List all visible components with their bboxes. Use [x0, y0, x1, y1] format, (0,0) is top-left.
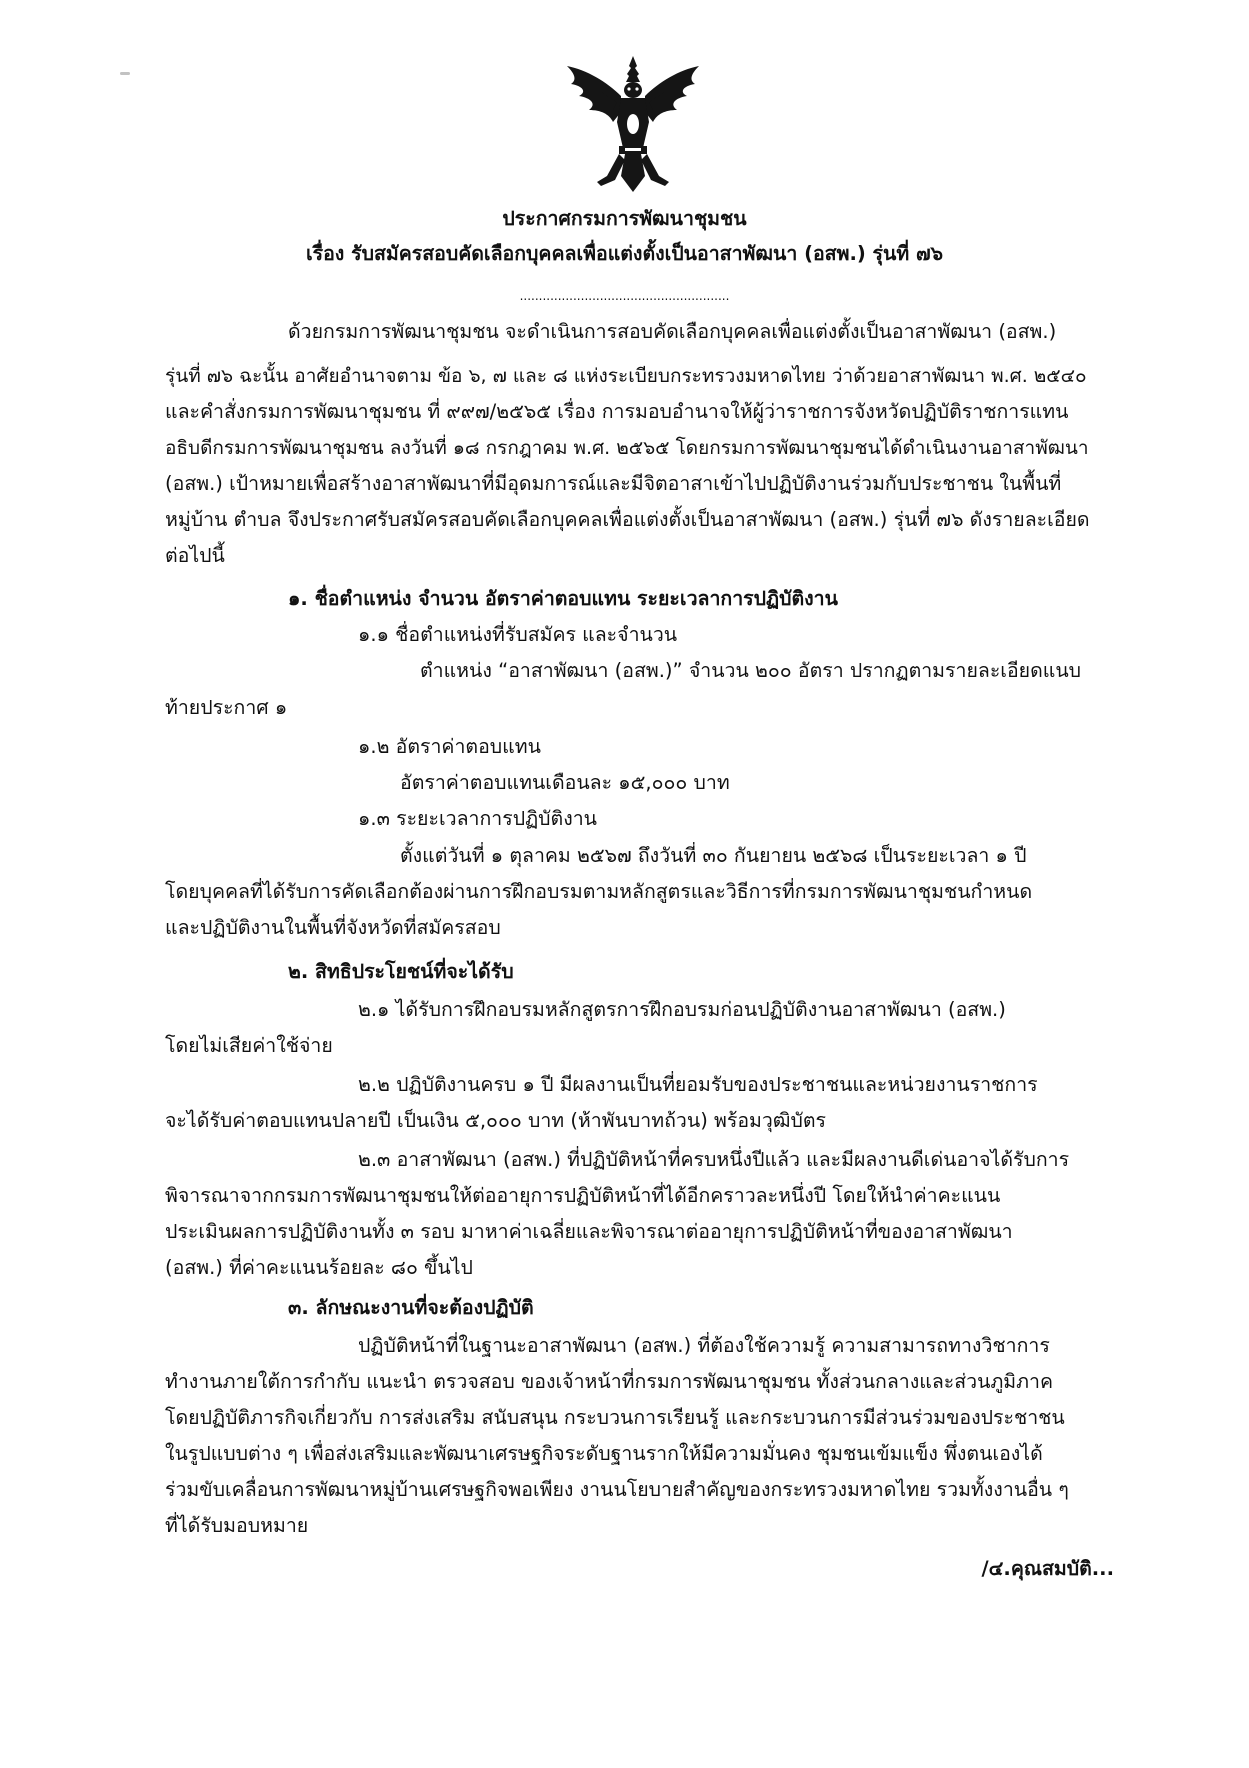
intro-line-1: ด้วยกรมการพัฒนาชุมชน จะดำเนินการสอบคัดเลือกบุคคลเพื่อแต่งตั้งเป็นอาสาพัฒนา (อสพ.) — [288, 320, 1057, 343]
intro-line-5: (อสพ.) เป้าหมายเพื่อสร้างอาสาพัฒนาที่มีอุดมการณ์และมีจิตอาสาเข้าไปปฏิบัติงานร่วมกับประชาชน ในพื้นที่ — [165, 472, 1062, 495]
intro-line-2: รุ่นที่ ๗๖ ฉะนั้น อาศัยอำนาจตาม ข้อ ๖, ๗ และ ๘ แห่งระเบียบกระทรวงมหาดไทย ว่าด้วยอาสาพัฒนา พ.ศ. ๒๕๔๐ — [165, 365, 1087, 387]
intro-line-6: หมู่บ้าน ตำบล จึงประกาศรับสมัครสอบคัดเลือกบุคคลเพื่อแต่งตั้งเป็นอาสาพัฒนา (อสพ.) รุ่นที่ ๗๖ ดังรายละเอียด — [165, 508, 1090, 531]
section-2-3-line-3: ประเมินผลการปฏิบัติงานทั้ง ๓ รอบ มาหาค่าเฉลี่ยและพิจารณาต่ออายุการปฏิบัติหน้าที่ของอาสาพัฒนา — [165, 1220, 1013, 1243]
announcement-title: ประกาศกรมการพัฒนาชุมชน — [502, 207, 747, 230]
section-2-2-line-2: จะได้รับค่าตอบแทนปลายปี เป็นเงิน ๕,๐๐๐ บาท (ห้าพันบาทถ้วน) พร้อมวุฒิบัตร — [165, 1109, 826, 1132]
section-3-line-5: ร่วมขับเคลื่อนการพัฒนาหมู่บ้านเศรษฐกิจพอเพียง งานนโยบายสำคัญของกระทรวงมหาดไทย รวมทั้งงานอื่น ๆ — [165, 1478, 1069, 1501]
section-2-3-line-4: (อสพ.) ที่ค่าคะแนนร้อยละ ๘๐ ขึ้นไป — [165, 1256, 473, 1279]
announcement-subject: เรื่อง รับสมัครสอบคัดเลือกบุคคลเพื่อแต่งตั้งเป็นอาสาพัฒนา (อสพ.) รุ่นที่ ๗๖ — [305, 242, 944, 265]
section-2-3-line-2: พิจารณาจากกรมการพัฒนาชุมชนให้ต่ออายุการปฏิบัติหน้าที่ได้อีกคราวละหนึ่งปี โดยให้นำค่าคะแนน — [165, 1184, 1001, 1207]
section-1-3-line-1: ตั้งแต่วันที่ ๑ ตุลาคม ๒๕๖๗ ถึงวันที่ ๓๐ กันยายน ๒๕๖๘ เป็นระยะเวลา ๑ ปี — [400, 844, 1027, 867]
section-1-3-heading: ๑.๓ ระยะเวลาการปฏิบัติงาน — [358, 807, 598, 830]
section-3-heading: ๓. ลักษณะงานที่จะต้องปฏิบัติ — [288, 1296, 534, 1319]
section-3-line-4: ในรูปแบบต่าง ๆ เพื่อส่งเสริมและพัฒนาเศรษฐกิจระดับฐานรากให้มีความมั่นคง ชุมชนเข้มแข็ง พึ่งตนเองได้ — [165, 1442, 1043, 1465]
section-1-heading: ๑. ชื่อตำแหน่ง จำนวน อัตราค่าตอบแทน ระยะเวลาการปฏิบัติงาน — [288, 587, 838, 610]
intro-line-4: อธิบดีกรมการพัฒนาชุมชน ลงวันที่ ๑๘ กรกฎาคม พ.ศ. ๒๕๖๕ โดยกรมการพัฒนาชุมชนได้ดำเนินงานอาสาพัฒนา — [165, 437, 1089, 459]
section-2-3-line-1: ๒.๓ อาสาพัฒนา (อสพ.) ที่ปฏิบัติหน้าที่ครบหนึ่งปีแล้ว และมีผลงานดีเด่นอาจได้รับการ — [358, 1148, 1070, 1171]
section-3-line-6: ที่ได้รับมอบหมาย — [165, 1514, 309, 1537]
section-2-1-line-1: ๒.๑ ได้รับการฝึกอบรมหลักสูตรการฝึกอบรมก่อนปฏิบัติงานอาสาพัฒนา (อสพ.) — [358, 998, 1006, 1021]
section-1-1-heading: ๑.๑ ชื่อตำแหน่งที่รับสมัคร และจำนวน — [358, 623, 678, 646]
section-1-2-heading: ๑.๒ อัตราค่าตอบแทน — [358, 735, 541, 758]
section-2-2-line-1: ๒.๒ ปฏิบัติงานครบ ๑ ปี มีผลงานเป็นที่ยอมรับของประชาชนและหน่วยงานราชการ — [358, 1073, 1038, 1096]
title-separator: ....................................................... — [519, 289, 730, 303]
intro-line-3: และคำสั่งกรมการพัฒนาชุมชน ที่ ๙๙๗/๒๕๖๕ เรื่อง การมอบอำนาจให้ผู้ว่าราชการจังหวัดปฏิบัติราชการแทน — [165, 400, 1069, 423]
garuda-emblem-icon — [557, 52, 709, 194]
intro-line-7: ต่อไปนี้ — [165, 544, 225, 567]
next-page-indicator: /๔.คุณสมบัติ... — [981, 1557, 1114, 1580]
section-3-line-2: ทำงานภายใต้การกำกับ แนะนำ ตรวจสอบ ของเจ้าหน้าที่กรมการพัฒนาชุมชน ทั้งส่วนกลางและส่วนภูมิภาค — [165, 1370, 1054, 1393]
section-1-3-line-3: และปฏิบัติงานในพื้นที่จังหวัดที่สมัครสอบ — [165, 916, 501, 939]
section-2-1-line-2: โดยไม่เสียค่าใช้จ่าย — [165, 1034, 333, 1057]
section-3-line-3: โดยปฏิบัติภารกิจเกี่ยวกับ การส่งเสริม สนับสนุน กระบวนการเรียนรู้ และกระบวนการมีส่วนร่วมของประชาชน — [165, 1406, 1065, 1429]
section-3-line-1: ปฏิบัติหน้าที่ในฐานะอาสาพัฒนา (อสพ.) ที่ต้องใช้ความรู้ ความสามารถทางวิชาการ — [358, 1334, 1050, 1357]
section-1-2-line-1: อัตราค่าตอบแทนเดือนละ ๑๕,๐๐๐ บาท — [400, 771, 730, 794]
section-2-heading: ๒. สิทธิประโยชน์ที่จะได้รับ — [288, 960, 514, 983]
scan-mark — [120, 72, 130, 75]
section-1-3-line-2: โดยบุคคลที่ได้รับการคัดเลือกต้องผ่านการฝึกอบรมตามหลักสูตรและวิธีการที่กรมการพัฒนาชุมชนกำหนด — [165, 880, 1033, 903]
section-1-1-line-1: ตำแหน่ง “อาสาพัฒนา (อสพ.)” จำนวน ๒๐๐ อัตรา ปรากฏตามรายละเอียดแนบ — [420, 659, 1082, 682]
section-1-1-line-2: ท้ายประกาศ ๑ — [165, 696, 288, 719]
